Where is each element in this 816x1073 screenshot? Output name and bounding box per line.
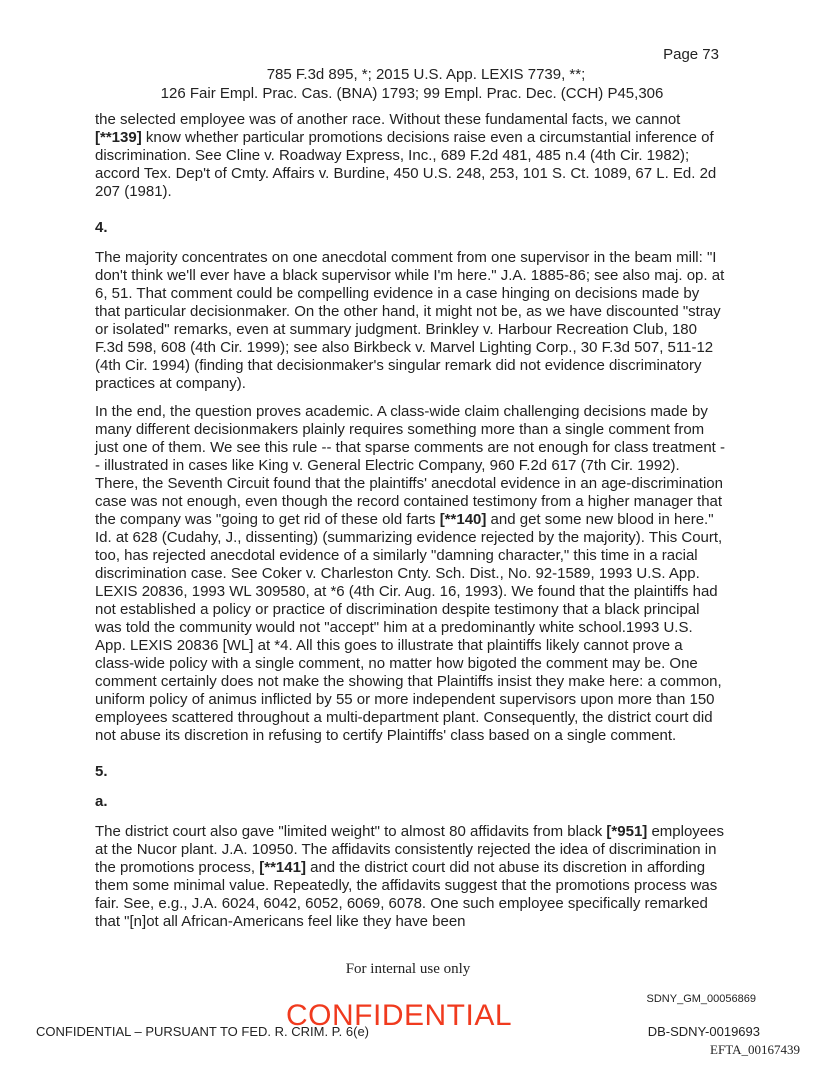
paragraph-1-text-b: know whether particular promotions decisions raise even a circumstantial inference of discrimination. See Cline v. Roadway Express, Inc., 689 F.2d 481, 485 n.4 (4th Cir. 1982); accord Tex. Dep't of Cmty. Affairs v. Burdine, 450 U.S. 248, 253, 101 S. Ct. 1089, 67 L. Ed. 2d 207 (1981). [95,129,717,200]
document-body [95,111,725,941]
page-pin-141: [**141] [259,859,306,876]
paragraph-4 [95,823,725,931]
bates-number: DB-SDNY-0019693 [647,1024,760,1039]
paragraph-3 [95,403,725,745]
paragraph-1-text-a: the selected employee was of another race. Without these fundamental facts, we cannot [95,111,681,128]
section-heading-4: 4. [95,219,108,236]
page-pin-951: [*951] [606,823,648,840]
paragraph-3-text-b: and get some new blood in here." Id. at 628 (Cudahy, J., dissenting) (summarizing evidence rejected by the majority). This Court, too, has rejected anecdotal evidence of a similarly "damning character," this time in a racial discrimination case. See Coker v. Charleston Cnty. Sch. Dist., No. 92-1589, 1993 U.S. App. LEXIS 20836, 1993 WL 309580, at *6 (4th Cir. Aug. 16, 1993). We found that the plaintiffs had not established a policy or practice of discrimination despite testimony that a black principal was told the community would not "accept" him at a predominantly white school.1993 U.S. App. LEXIS 20836 [WL] at *4. All this goes to illustrate that plaintiffs likely cannot prove a class-wide policy with a single comment, no matter how bigoted the comment may be. One comment certainly does not make the showing that Plaintiffs insist they make here: a common, uniform policy of animus inflicted by 55 or more independent supervisors upon more than 150 employees scattered throughout a multi-department plant. Consequently, the district court did not abuse its discretion in refusing to certify Plaintiffs' class based on a single comment. [95,511,723,744]
paragraph-4-text-c: and the district court did not abuse its discretion in affording them some minimal value. Repeatedly, the affidavits suggest that the promotions process was fair. See, e.g., J.A. 6024, 6042, 6052, 6069, 6078. One such employee specifically remarked that "[n]ot all African-Americans feel like they have been [95,859,718,930]
paragraph-4-text-b: employees at the Nucor plant. J.A. 10950. The affidavits consistently rejected the idea of discrimination in the promotions process, [95,823,724,876]
page-pin-140: [**140] [439,511,487,528]
efta-number: EFTA_00167439 [710,1042,800,1057]
paragraph-2: The majority concentrates on one anecdotal comment from one supervisor in the beam mill: "I don't think we'll ever have a black supervisor while I'm here." J.A. 1885-86; see also maj. op. at 6, 51. That comment could be compelling evidence in a case hinging on decisions made by that particular decisionmaker. On the other hand, it might not be, as we have discounted "stray or isolated" remarks, even at summary judgment. Brinkley v. Harbour Recreation Club, 180 F.3d 598, 608 (4th Cir. 1999); see also Birkbeck v. Marvel Lighting Corp., 30 F.3d 507, 511-12 (4th Cir. 1994) (finding that decisionmaker's singular remark did not evidence discriminatory practices at company). [95,249,725,392]
page-number: Page 73 [663,46,719,63]
confidential-notice: CONFIDENTIAL – PURSUANT TO FED. R. CRIM. P. 6(e) [36,1024,370,1039]
confidential-stamp: CONFIDENTIAL [286,999,513,1032]
paragraph-3-text-a: In the end, the question proves academic. A class-wide claim challenging decisions made by many different decisionmakers plainly requires something more than a single comment from just one of them. We see this rule -- that sparse comments are not enough for class treatment -- illustrated in cases like King v. General Electric Company, 960 F.2d 617 (7th Cir. 1992). There, the Seventh Circuit found that the plaintiffs' anecdotal evidence in an age-discrimination case was not enough, even though the record contained testimony from a higher manager that the company was "going to get rid of these old farts [95,403,726,528]
page-pin-139: [**139] [95,129,142,146]
bates-number-small: SDNY_GM_00056869 [646,993,756,1005]
citation-line-2: 126 Fair Empl. Prac. Cas. (BNA) 1793; 99 Empl. Prac. Dec. (CCH) P45,306 [160,85,664,102]
citation-line-1: 785 F.3d 895, *; 2015 U.S. App. LEXIS 7739, **; [266,66,586,83]
section-heading-5a: a. [95,793,108,810]
internal-use-footer: For internal use only [345,961,471,977]
section-heading-5: 5. [95,763,108,780]
paragraph-1 [95,111,725,201]
paragraph-4-text-a: The district court also gave "limited weight" to almost 80 affidavits from black [95,823,607,840]
